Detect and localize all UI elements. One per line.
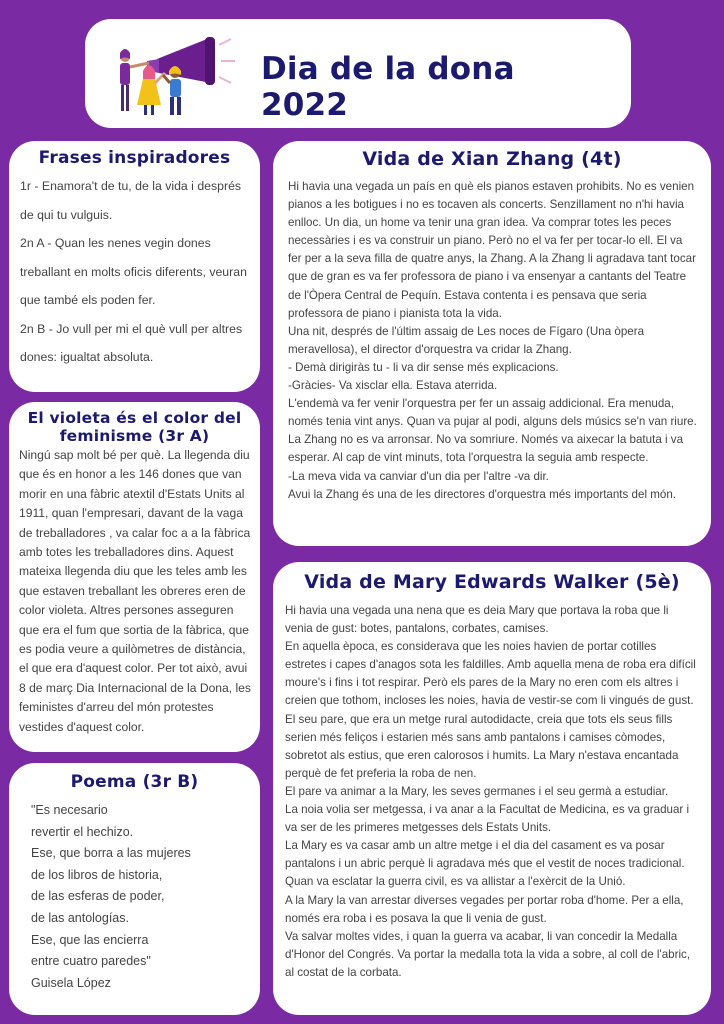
women-megaphone-icon [107,33,237,119]
violeta-card [9,402,260,752]
poema-line: de las antologías. [31,910,129,925]
poema-heading: Poema (3r B) [70,772,199,792]
page-title: Dia de la dona 2022 [261,51,515,123]
mary-text [273,593,711,982]
poema-line: Ese, que borra a las mujeres [31,846,191,861]
mary-paragraph: Hi havia una vegada una nena que es deia Mary que portava la roba que li venia de gust: botes, pantalons, corbates, camises. [285,604,669,636]
frases-heading: Frases inspiradores [38,148,231,168]
xian-text [273,170,711,504]
poema-line: de las esferas de poder, [31,889,165,904]
frase-item: 2n B - Jo vull per mi el què vull per altres dones: igualtat absoluta. [20,321,243,364]
violeta-text: Ningú sap molt bé per què. La llegenda diu que és en honor a les 146 dones que van morir en una fàbric atextil d'Estats Units al 1911, quan l'empresari, davant de la vaga de treballadores , va calar foc a a la fàbrica amb totes les treballadores dins. Aquest mateixa llegenda diu que les teles amb les que estaven treballant les obreres eren de color violeta. Altres persones asseguren que era el fum que sortia de la fàbrica, que es podia veure a quilòmetres de distància, el que era d'aquest color. Per tot això, avui 8 de març Dia Internacional de la Dona, les feministes d'arreu del món protestes vestides d'aquest color. [19,448,251,734]
mary-heading: Vida de Mary Edwards Walker (5è) [304,571,680,593]
frase-item: 2n A - Quan les nenes vegin dones treballant en molts oficis diferents, veuran que també els poden fer. [20,236,247,307]
poema-lines [9,792,260,994]
mary-card [273,562,711,1015]
mary-paragraph: La Mary es va casar amb un altre metge i el dia del casament es va posar pantalons i un abric perquè li agradava més que el vestit de noces tradicional. [285,839,685,871]
poema-card [9,763,260,1015]
xian-paragraph: Avui la Zhang és una de les directores d'orquestra més importants del món. [288,487,677,501]
xian-paragraph: Hi havia una vegada un país en què els pianos estaven prohibits. No es venien pianos a les botigues i no es tocaven als concerts. Senzillament no n'hi havia enlloc. Un dia, un home va tenir una gran idea. Va comprar totes les peces necessàries i es va construir un piano. Però no el va fer per tocar-lo ell. El va fer per a la seva filla de quatre anys, la Zhang. A la Zhang li agradava tant tocar que de gran es va fer professora de piano i va ensenyar a cantants del Teatre de l'Òpera Central de Pequín. Estava contenta i es pensava que seria professora de piano i pianista tota la vida. [288,180,696,320]
mary-paragraph: La noia volia ser metgessa, i va anar a la Facultat de Medicina, es va graduar i va ser de les primeres metgesses dels Estats Units. [285,803,690,835]
poema-line: de los libros de historia, [31,867,163,882]
frases-list [9,168,260,372]
xian-paragraph: - Demà dirigiràs tu - li va dir sense més explicacions. [288,360,559,374]
poema-author: Guisela López [31,975,111,990]
xian-card [273,141,711,546]
mary-paragraph: El pare va animar a la Mary, les seves germanes i el seu germà a estudiar. [285,784,669,798]
mary-paragraph: En aquella època, es considerava que les noies havien de portar cotilles estretes i capes d'anagos sota les faldilles. Amb aquella mena de roba era difícil moure's i fins i tot respirar. Però els pares de la Mary no eren com els altres i creien que tothom, incloses les noies, havia de vestir-se com li vingués de gust. El seu pare, que era un metge rural autodidacte, creia que tots els seus fills serien més feliços i estarien més sans amb pantalons i camises còmodes, sobretot als estius, que eren calorosos i humits. La Mary n'estava encantada perquè de fet preferia la roba de nen. [285,640,696,780]
poema-line: "Es necesario [31,803,108,817]
poema-line: Ese, que las encierra [31,932,149,947]
frase-item: 1r - Enamora't de tu, de la vida i després de qui tu vulguis. [20,179,242,222]
xian-paragraph: Una nit, després de l'últim assaig de Les noces de Fígaro (Una òpera meravellosa), el director d'orquestra va cridar la Zhang. [288,324,645,356]
mary-paragraph: Va salvar moltes vides, i quan la guerra va acabar, li van concedir la Medalla d'Honor del Congrés. Va portar la medalla tota la vida a sobre, al coll de l'abric, al costat de la corbata. [285,929,691,979]
xian-paragraph: -La meva vida va canviar d'un dia per l'altre -va dir. [288,469,549,483]
violeta-heading: El violeta és el color del feminisme (3r A) [27,409,242,445]
frases-card [9,141,260,392]
poema-line: entre cuatro paredes" [31,954,151,969]
title-card [85,19,631,128]
xian-heading: Vida de Xian Zhang (4t) [362,148,622,170]
xian-paragraph: L'endemà va fer venir l'orquestra per fer un assaig addicional. Era menuda, només tenia vint anys. Quan va pujar al podi, alguns dels músics se'n van riure. La Zhang no es va arronsar. No va somriure. Només va aixecar la batuta i va esperar. Al cap de vint minuts, tota l'orquestra la seguia amb respecte. [288,397,697,465]
xian-paragraph: -Gràcies- Va xisclar ella. Estava aterrida. [288,379,498,393]
mary-paragraph: Quan va esclatar la guerra civil, es va allistar a l'exèrcit de la Unió. [285,875,626,889]
mary-paragraph: A la Mary la van arrestar diverses vegades per portar roba d'home. Per a ella, només era roba i es posava la que li venia de gust. [285,893,684,925]
poema-line: revertir el hechizo. [31,824,134,839]
